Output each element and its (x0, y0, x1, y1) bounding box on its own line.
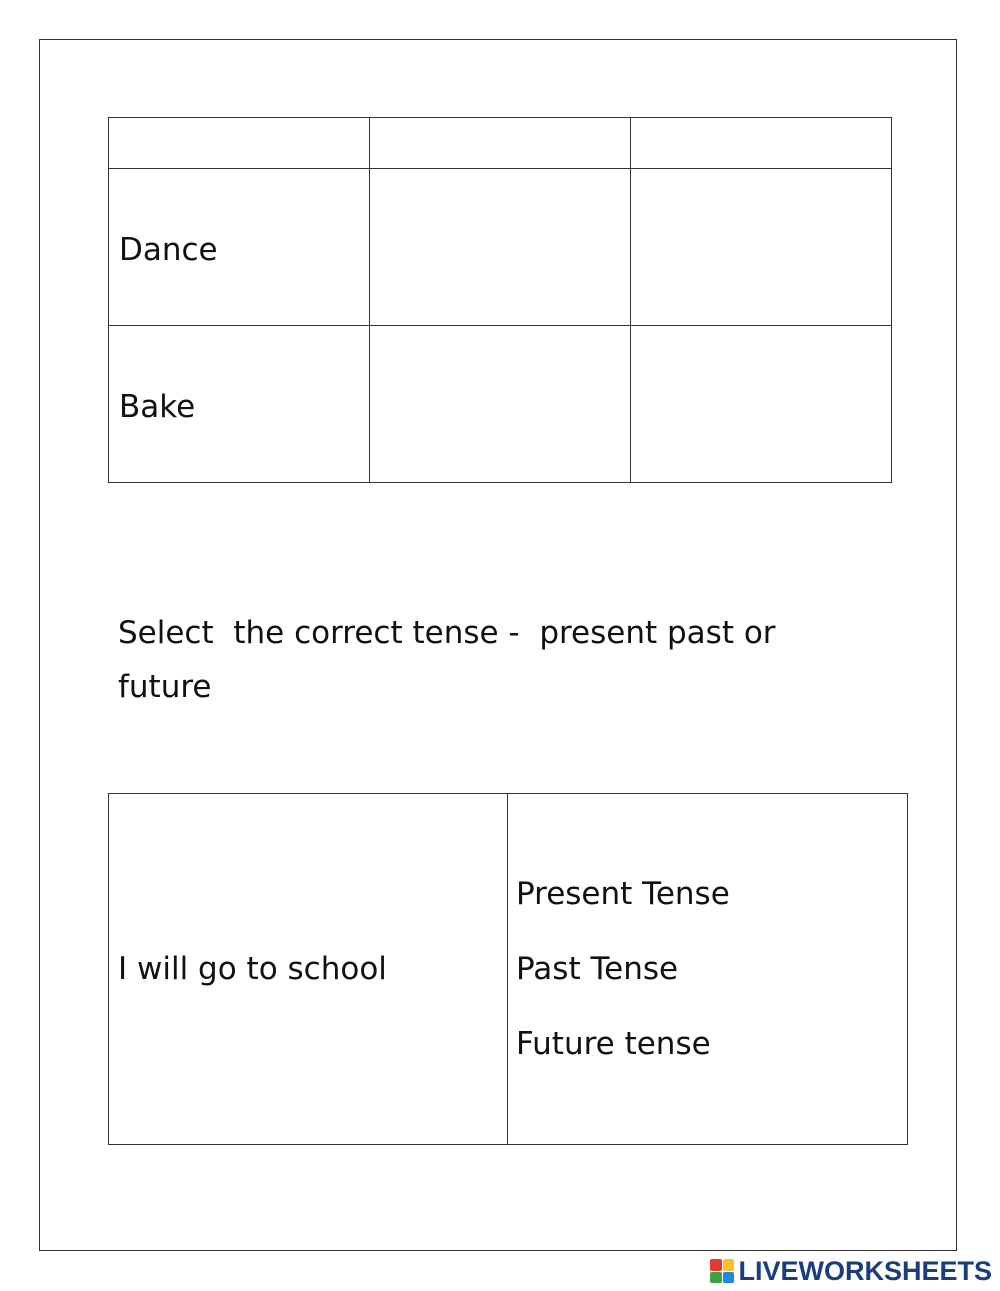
header-cell (109, 118, 370, 169)
logo-square (723, 1272, 735, 1284)
logo-square (710, 1259, 722, 1271)
tense-table (108, 793, 908, 1145)
option-future-tense[interactable]: Future tense (516, 1026, 711, 1062)
sentence-cell: I will go to school (109, 794, 508, 1145)
verb-row-bake (109, 326, 892, 483)
verb-table (108, 117, 892, 483)
answer-cell[interactable] (631, 169, 892, 326)
brand-watermark (710, 1254, 992, 1288)
brand-name: LIVEWORKSHEETS (738, 1255, 992, 1286)
option-past-tense[interactable]: Past Tense (516, 951, 679, 987)
logo-square (723, 1259, 735, 1271)
answer-cell[interactable] (631, 326, 892, 483)
logo-square (710, 1272, 722, 1284)
header-cell (631, 118, 892, 169)
tense-question-row (109, 794, 908, 1145)
option-present-tense[interactable]: Present Tense (516, 876, 730, 912)
liveworksheets-logo-icon (710, 1259, 734, 1283)
verb-cell-dance: Dance (109, 169, 370, 326)
options-cell (508, 794, 908, 1145)
verb-row-dance (109, 169, 892, 326)
verb-table-header-row (109, 118, 892, 169)
answer-cell[interactable] (370, 169, 631, 326)
verb-cell-bake: Bake (109, 326, 370, 483)
answer-cell[interactable] (370, 326, 631, 483)
header-cell (370, 118, 631, 169)
instruction-text: Select the correct tense - present past or future (118, 615, 786, 705)
